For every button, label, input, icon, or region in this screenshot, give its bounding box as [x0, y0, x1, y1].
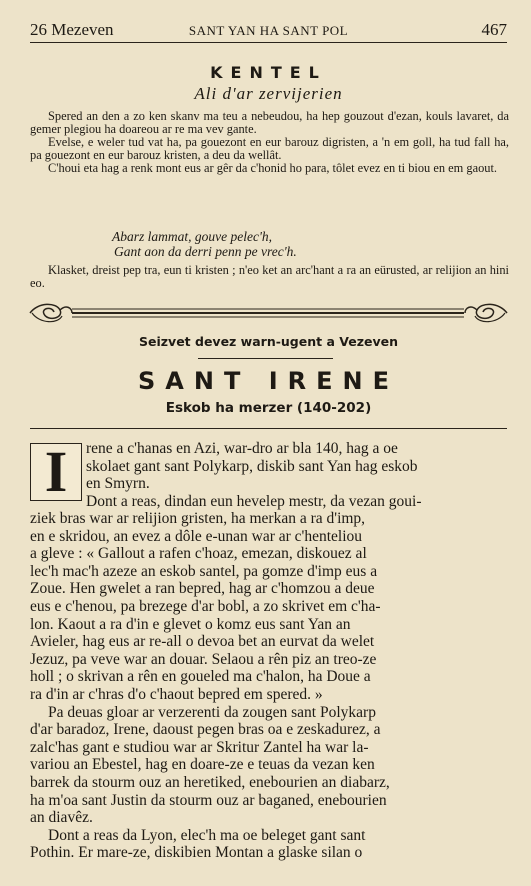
ornamental-divider [26, 300, 511, 326]
body-lines-indented [86, 440, 509, 510]
body-line: en Smyrn. [86, 475, 150, 493]
verse-line: Abarz lammat, gouve pelec'h, [112, 229, 272, 244]
body-line: lec'h mac'h azeze an eskob santel, pa gomze d'imp eus a [30, 562, 378, 580]
body-line: Dont a reas, dindan eun hevelep mestr, da vezan goui- [86, 492, 422, 510]
body-line: ra d'in ar c'hras d'o c'haout bepred em spered. » [30, 685, 323, 703]
lesson-paragraph: Spered an den a zo ken skanv ma teu a nebeudou, ha hep gouzout d'ezan, kouls lavaret, da gemer plegiou ha doareou ar re ma vev gante. [30, 109, 509, 136]
body-line: ha m'oa sant Justin da stourm ouz ar baganed, enebourien [30, 791, 387, 809]
body-line: variou an Ebestel, hag en doare-ze e teuas da vezan ken [30, 756, 375, 774]
body-line: an diavêz. [30, 809, 93, 827]
lesson-subtitle: Ali d'ar zervijerien [194, 84, 343, 103]
lesson-text [30, 110, 509, 175]
proverb-verse [112, 229, 297, 259]
drop-cap [30, 439, 82, 504]
body-line: barrek da stourm ouz an heretiked, enebourien an diabarz, [30, 773, 390, 791]
body-line: rene a c'hanas en Azi, war-dro ar bla 140, hag a oe [86, 440, 398, 457]
header-month: 26 Mezeven [30, 20, 114, 39]
body-line: skolaet gant sant Polykarp, diskib sant Yan hag eskob [86, 457, 418, 475]
drop-cap-letter: I [44, 439, 68, 504]
lesson-paragraph: C'houi eta hag a renk mont eus ar gêr da c'honid ho para, tôlet evez en ti biou en em gaout. [48, 161, 498, 175]
saint-title: SANT IRENE [138, 367, 399, 395]
body-text [30, 510, 509, 862]
body-line: eus e c'henou, pa brezege d'ar bobl, a zo skrivet em c'ha- [30, 597, 381, 615]
body-line: Dont a reas da Lyon, elec'h ma oe beleget gant sant [48, 826, 366, 844]
body-line: ziek bras war ar relijion gristen, ha merkan a ra d'imp, [30, 510, 366, 527]
header-title: SANT YAN HA SANT POL [188, 23, 349, 38]
lesson-paragraph: Evelse, e weler tud vat ha, pa gouezont en eur barouz digristen, a 'n em goll, ha tud fall ha, pa gouezont en eur barouz kristen, a deu da wellât. [30, 135, 509, 162]
body-line: zalc'has gant e studiou war ar Skritur Zantel ha war la- [30, 738, 369, 756]
lesson-closing [30, 264, 509, 290]
verse-line: Gant aon da derri penn pe vrec'h. [114, 244, 297, 259]
divider [30, 428, 507, 429]
body-line: Avieler, hag eus ar re-all o devoa bet an eurvat da welet [30, 633, 375, 651]
saint-subtitle: Eskob ha merzer (140-202) [165, 400, 372, 416]
running-header [30, 18, 507, 43]
page-number: 467 [481, 20, 507, 39]
body-line: Pothin. Er mare-ze, diskibien Montan a glaske silan o [30, 844, 363, 862]
body-line: d'ar baradoz, Irene, daoust pegen bras oa e zeskadurez, a [30, 721, 381, 739]
divider [198, 358, 333, 359]
body-line: Pa deuas gloar ar verzerenti da zougen sant Polykarp [48, 703, 376, 721]
body-line: lon. Kaout a ra d'in e glevet o komz eus sant Yan an [30, 615, 351, 633]
body-line: Jezuz, pa veve war an douar. Selaou a rên piz an treo-ze [30, 650, 377, 668]
body-line: a gleve : « Gallout a rafen c'hoaz, emezan, diskouez al [30, 545, 367, 563]
lesson-paragraph: Klasket, dreist pep tra, eun ti kristen ; n'eo ket an arc'hant a ra an eürusted, ar relijion an hini eo. [30, 263, 509, 290]
body-line: en e skridou, an evez a dôle e-unan war ar c'henteliou [30, 527, 363, 545]
feast-date: Seizvet devez warn-ugent a Vezeven [139, 334, 398, 349]
body-line: holl ; o skrivan a rên en goueled ma c'halon, ha Doue a [30, 668, 371, 686]
lesson-heading: KENTEL [210, 63, 327, 82]
body-line: Zoue. Hen gwelet a ran bepred, hag ar c'homzou a deue [30, 580, 375, 598]
